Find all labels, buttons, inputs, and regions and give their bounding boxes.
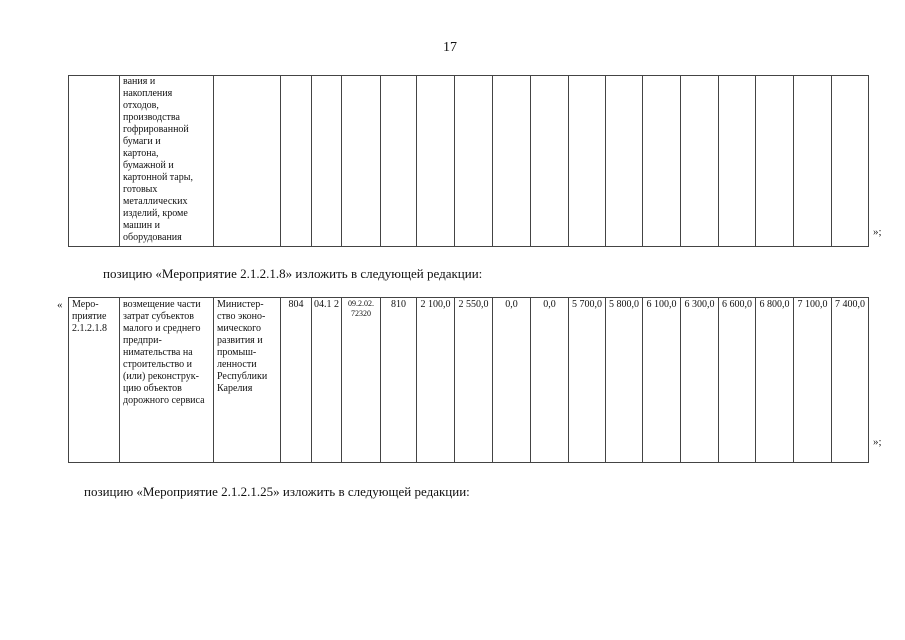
text-line: производства (123, 112, 180, 123)
page-number: 17 (443, 40, 457, 55)
text-line: бумаги и (123, 136, 161, 147)
closing-quote: »; (873, 436, 882, 448)
text-line: гофрированной (123, 124, 189, 135)
value-cell: 5 700,0 (569, 298, 606, 463)
closing-quote: »; (873, 226, 882, 238)
value-cell: 0,0 (493, 298, 531, 463)
csr-cell: 09.2.02. 72320 (342, 298, 381, 463)
executor-cell: Министер-ство эконо-мического развития и промыш-ленности Республики Карелия (214, 298, 281, 463)
text-line: металлических (123, 196, 188, 207)
text-line: картона, (123, 148, 159, 159)
value-cell: 2 550,0 (455, 298, 493, 463)
text-line: бумажной и (123, 160, 174, 171)
grbs-cell: 804 (281, 298, 312, 463)
text-line: изделий, кроме (123, 208, 188, 219)
value-cell: 5 800,0 (606, 298, 643, 463)
text-line: вания и (123, 76, 156, 87)
value-cell: 6 800,0 (756, 298, 794, 463)
instruction-paragraph: позицию «Мероприятие 2.1.2.1.25» изложить в следующей редакции: (84, 484, 470, 499)
value-cell: 2 100,0 (417, 298, 455, 463)
table-fragment-top (68, 75, 869, 247)
rzpr-cell: 04.1 2 (312, 298, 342, 463)
measure-name-cell: Меро-приятие 2.1.2.1.8 (69, 298, 120, 463)
text-line: накопления (123, 88, 173, 99)
opening-quote: « (57, 299, 63, 311)
table-measure-2-1-2-1-8 (68, 297, 869, 463)
value-cell: 0,0 (531, 298, 569, 463)
text-line: картонной тары, (123, 172, 193, 183)
value-cell: 6 600,0 (719, 298, 756, 463)
value-cell: 6 300,0 (681, 298, 719, 463)
value-cell: 7 100,0 (794, 298, 832, 463)
vr-cell: 810 (381, 298, 417, 463)
value-cell: 6 100,0 (643, 298, 681, 463)
table-row (69, 298, 869, 463)
text-line: машин и (123, 220, 160, 231)
description-cell: возмещение части затрат субъектов малого и среднего предпри-нимательства на строительство и (или) реконструк-цию объектов дорожного сервиса (120, 298, 214, 463)
text-line: готовых (123, 184, 158, 195)
instruction-paragraph: позицию «Мероприятие 2.1.2.1.8» изложить в следующей редакции: (103, 266, 483, 281)
text-line: отходов, (123, 100, 159, 111)
description-cell (120, 76, 214, 247)
table-row (69, 76, 869, 247)
text-line: оборудования (123, 232, 182, 243)
value-cell: 7 400,0 (832, 298, 869, 463)
